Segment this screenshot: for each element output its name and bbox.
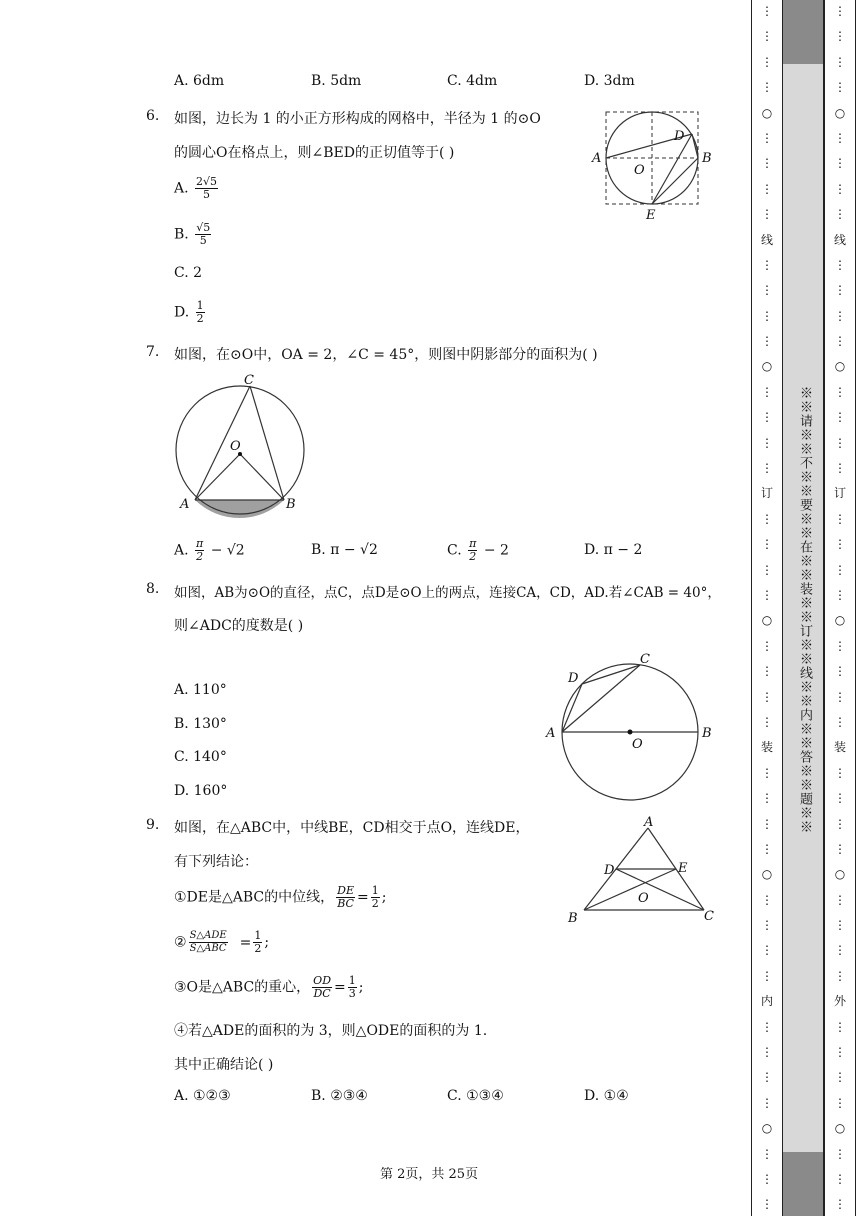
q6-stem-line1: 如图，边长为 1 的小正方形构成的网格中，半径为 1 的⊙O — [174, 111, 541, 127]
label-a: A — [180, 497, 190, 512]
q8-number: 8. — [146, 581, 160, 597]
label-b: B — [702, 726, 712, 741]
q6-option-a: A. $\frac{2√5}{5}$ — [174, 175, 218, 201]
q6-option-d: D. $\frac{1}{2}$ — [174, 299, 204, 325]
q8-option-d: D. 160° — [174, 783, 228, 799]
q8-option-a: A. 110° — [174, 682, 227, 698]
q8-option-b: B. 130° — [174, 716, 227, 732]
outer-label: 线 — [833, 232, 846, 247]
q8-stem-line2: 则∠ADC的度数是( ) — [174, 618, 304, 634]
q5-option-b: B. 5dm — [311, 73, 362, 89]
q7-option-d: D. π − 2 — [584, 542, 643, 558]
outer-binding-column — [824, 0, 856, 1216]
q9-conclusion-1: ①DE是△ABC的中位线， $\frac{DE}{BC}$ = $\frac{1}{2}$ ; — [174, 884, 387, 910]
fraction: $\frac{DE}{BC}$ — [337, 884, 354, 910]
fraction: $\frac{2√5}{5}$ — [196, 175, 218, 201]
inner-label: ○ — [761, 105, 773, 120]
q7-stem-line1: 如图，在⊙O中，OA = 2，∠C = 45°，则图中阴影部分的面积为( ) — [174, 347, 598, 363]
q5-option-d: D. 3dm — [584, 73, 635, 89]
q9-option-d: D. ①④ — [584, 1088, 629, 1104]
q9-stem-line1: 如图，在△ABC中，中线BE，CD相交于点O，连线DE， — [174, 820, 530, 836]
q6-figure — [588, 104, 718, 222]
fraction: $\frac{√5}{5}$ — [196, 221, 211, 247]
outer-label: ○ — [834, 359, 846, 374]
bottom-gray-block — [782, 1152, 824, 1216]
label-a: A — [644, 816, 654, 830]
q5-option-c: C. 4dm — [447, 73, 498, 89]
q8-figure — [540, 648, 720, 808]
q9-conclusion-2: ② $\frac{\text{S△ADE}}{\text{S△ABC}}$ = $\frac{1}{2}$ ; — [174, 929, 270, 955]
outer-label: ○ — [834, 105, 846, 120]
label-a: A — [546, 726, 556, 741]
q9-conclusion-3: ③O是△ABC的重心， $\frac{OD}{DC}$ = $\frac{1}{3}$ ; — [174, 974, 364, 1000]
fraction: $\frac{OD}{DC}$ — [313, 974, 332, 1000]
label-d: D — [568, 671, 579, 686]
q9-number: 9. — [146, 817, 160, 833]
label-o: O — [638, 891, 649, 906]
q8-option-c: C. 140° — [174, 749, 227, 765]
outer-label: ○ — [834, 613, 846, 628]
inner-label: 内 — [760, 994, 773, 1009]
label-o: O — [632, 737, 643, 752]
label-b: B — [286, 497, 296, 512]
fraction: $\frac{1}{2}$ — [254, 929, 262, 955]
label-c: C — [704, 909, 714, 924]
q7-option-a: A. $\frac{\pi}{2}$ − √2 — [174, 537, 245, 563]
q8-stem-line1: 如图，AB为⊙O的直径，点C，点D是⊙O上的两点，连接CA，CD，AD.若∠CAB = 40°， — [174, 585, 721, 601]
label-e: E — [678, 861, 688, 876]
top-gray-block — [782, 0, 824, 64]
fraction: $\frac{\text{S△ADE}}{\text{S△ABC}}$ — [189, 930, 227, 954]
q5-option-a: A. 6dm — [174, 73, 225, 89]
inner-binding-column — [751, 0, 783, 1216]
outer-dotted-line: ⋮ ⋮ ⋮ ⋮ ○ ⋮ ⋮ ⋮ ⋮ 线 ⋮ ⋮ ⋮ ⋮ ○ ⋮ ⋮ ⋮ ⋮ 订 ⋮ ⋮ ⋮ ⋮ ○ ⋮ ⋮ ⋮ ⋮ 装 ⋮ ⋮ ⋮ ⋮ ○ ⋮ ⋮ ⋮ ⋮ 外 ⋮ ⋮ ⋮ ⋮ ○ ⋮ ⋮ ⋮ — [833, 4, 846, 1212]
inner-label: ○ — [761, 1121, 773, 1136]
q7-figure — [166, 370, 316, 520]
inner-label: ○ — [761, 613, 773, 628]
inner-label: 装 — [760, 740, 773, 755]
q7-option-c: C. $\frac{\pi}{2}$ − 2 — [447, 537, 509, 563]
q9-ask: 其中正确结论( ) — [174, 1057, 274, 1073]
warning-text: ※※请※※不※※要※※在※※装※※订※※线※※内※※答※※题※※ — [797, 386, 812, 834]
q9-option-a: A. ①②③ — [174, 1088, 231, 1104]
q6-number: 6. — [146, 108, 160, 124]
outer-label: 装 — [833, 740, 846, 755]
inner-label: 线 — [760, 232, 773, 247]
q9-conclusion-4: ④若△ADE的面积的为 3，则△ODE的面积的为 1. — [174, 1023, 488, 1039]
q9-stem-line2: 有下列结论： — [174, 854, 258, 870]
label-d: D — [604, 863, 615, 878]
q7-number: 7. — [146, 344, 160, 360]
fraction: $\frac{\pi}{2}$ — [469, 537, 477, 563]
q6-stem-line2: 的圆心O在格点上，则∠BED的正切值等于( ) — [174, 145, 455, 161]
q7-option-b: B. π − √2 — [311, 542, 378, 558]
fraction: $\frac{1}{2}$ — [196, 299, 204, 325]
inner-label: 订 — [760, 486, 773, 501]
fraction: $\frac{1}{3}$ — [348, 974, 356, 1000]
label-c: C — [640, 652, 650, 667]
outer-label: 订 — [833, 486, 846, 501]
q6-option-b: B. $\frac{√5}{5}$ — [174, 221, 211, 247]
q9-figure — [560, 816, 720, 928]
outer-label: ○ — [834, 867, 846, 882]
label-o: O — [634, 163, 645, 178]
inner-label: ○ — [761, 867, 773, 882]
inner-dotted-line: ⋮ ⋮ ⋮ ⋮ ○ ⋮ ⋮ ⋮ ⋮ 线 ⋮ ⋮ ⋮ ⋮ ○ ⋮ ⋮ ⋮ ⋮ 订 ⋮ ⋮ ⋮ ⋮ ○ ⋮ ⋮ ⋮ ⋮ 装 ⋮ ⋮ ⋮ ⋮ ○ ⋮ ⋮ ⋮ ⋮ 内 ⋮ ⋮ ⋮ ⋮ ○ ⋮ ⋮ ⋮ — [760, 4, 773, 1212]
fraction: $\frac{\pi}{2}$ — [196, 537, 204, 563]
outer-label: 外 — [833, 994, 846, 1009]
label-b: B — [702, 151, 712, 166]
label-c: C — [244, 373, 254, 388]
q9-option-c: C. ①③④ — [447, 1088, 504, 1104]
q6-option-c: C. 2 — [174, 265, 203, 281]
label-e: E — [646, 208, 656, 222]
inner-label: ○ — [761, 359, 773, 374]
label-o: O — [230, 439, 241, 454]
label-d: D — [674, 129, 685, 144]
label-b: B — [568, 911, 578, 926]
q9-option-b: B. ②③④ — [311, 1088, 368, 1104]
fraction: $\frac{1}{2}$ — [371, 884, 379, 910]
page-footer: 第 2页，共 25页 — [380, 1167, 479, 1182]
outer-label: ○ — [834, 1121, 846, 1136]
label-a: A — [592, 151, 602, 166]
